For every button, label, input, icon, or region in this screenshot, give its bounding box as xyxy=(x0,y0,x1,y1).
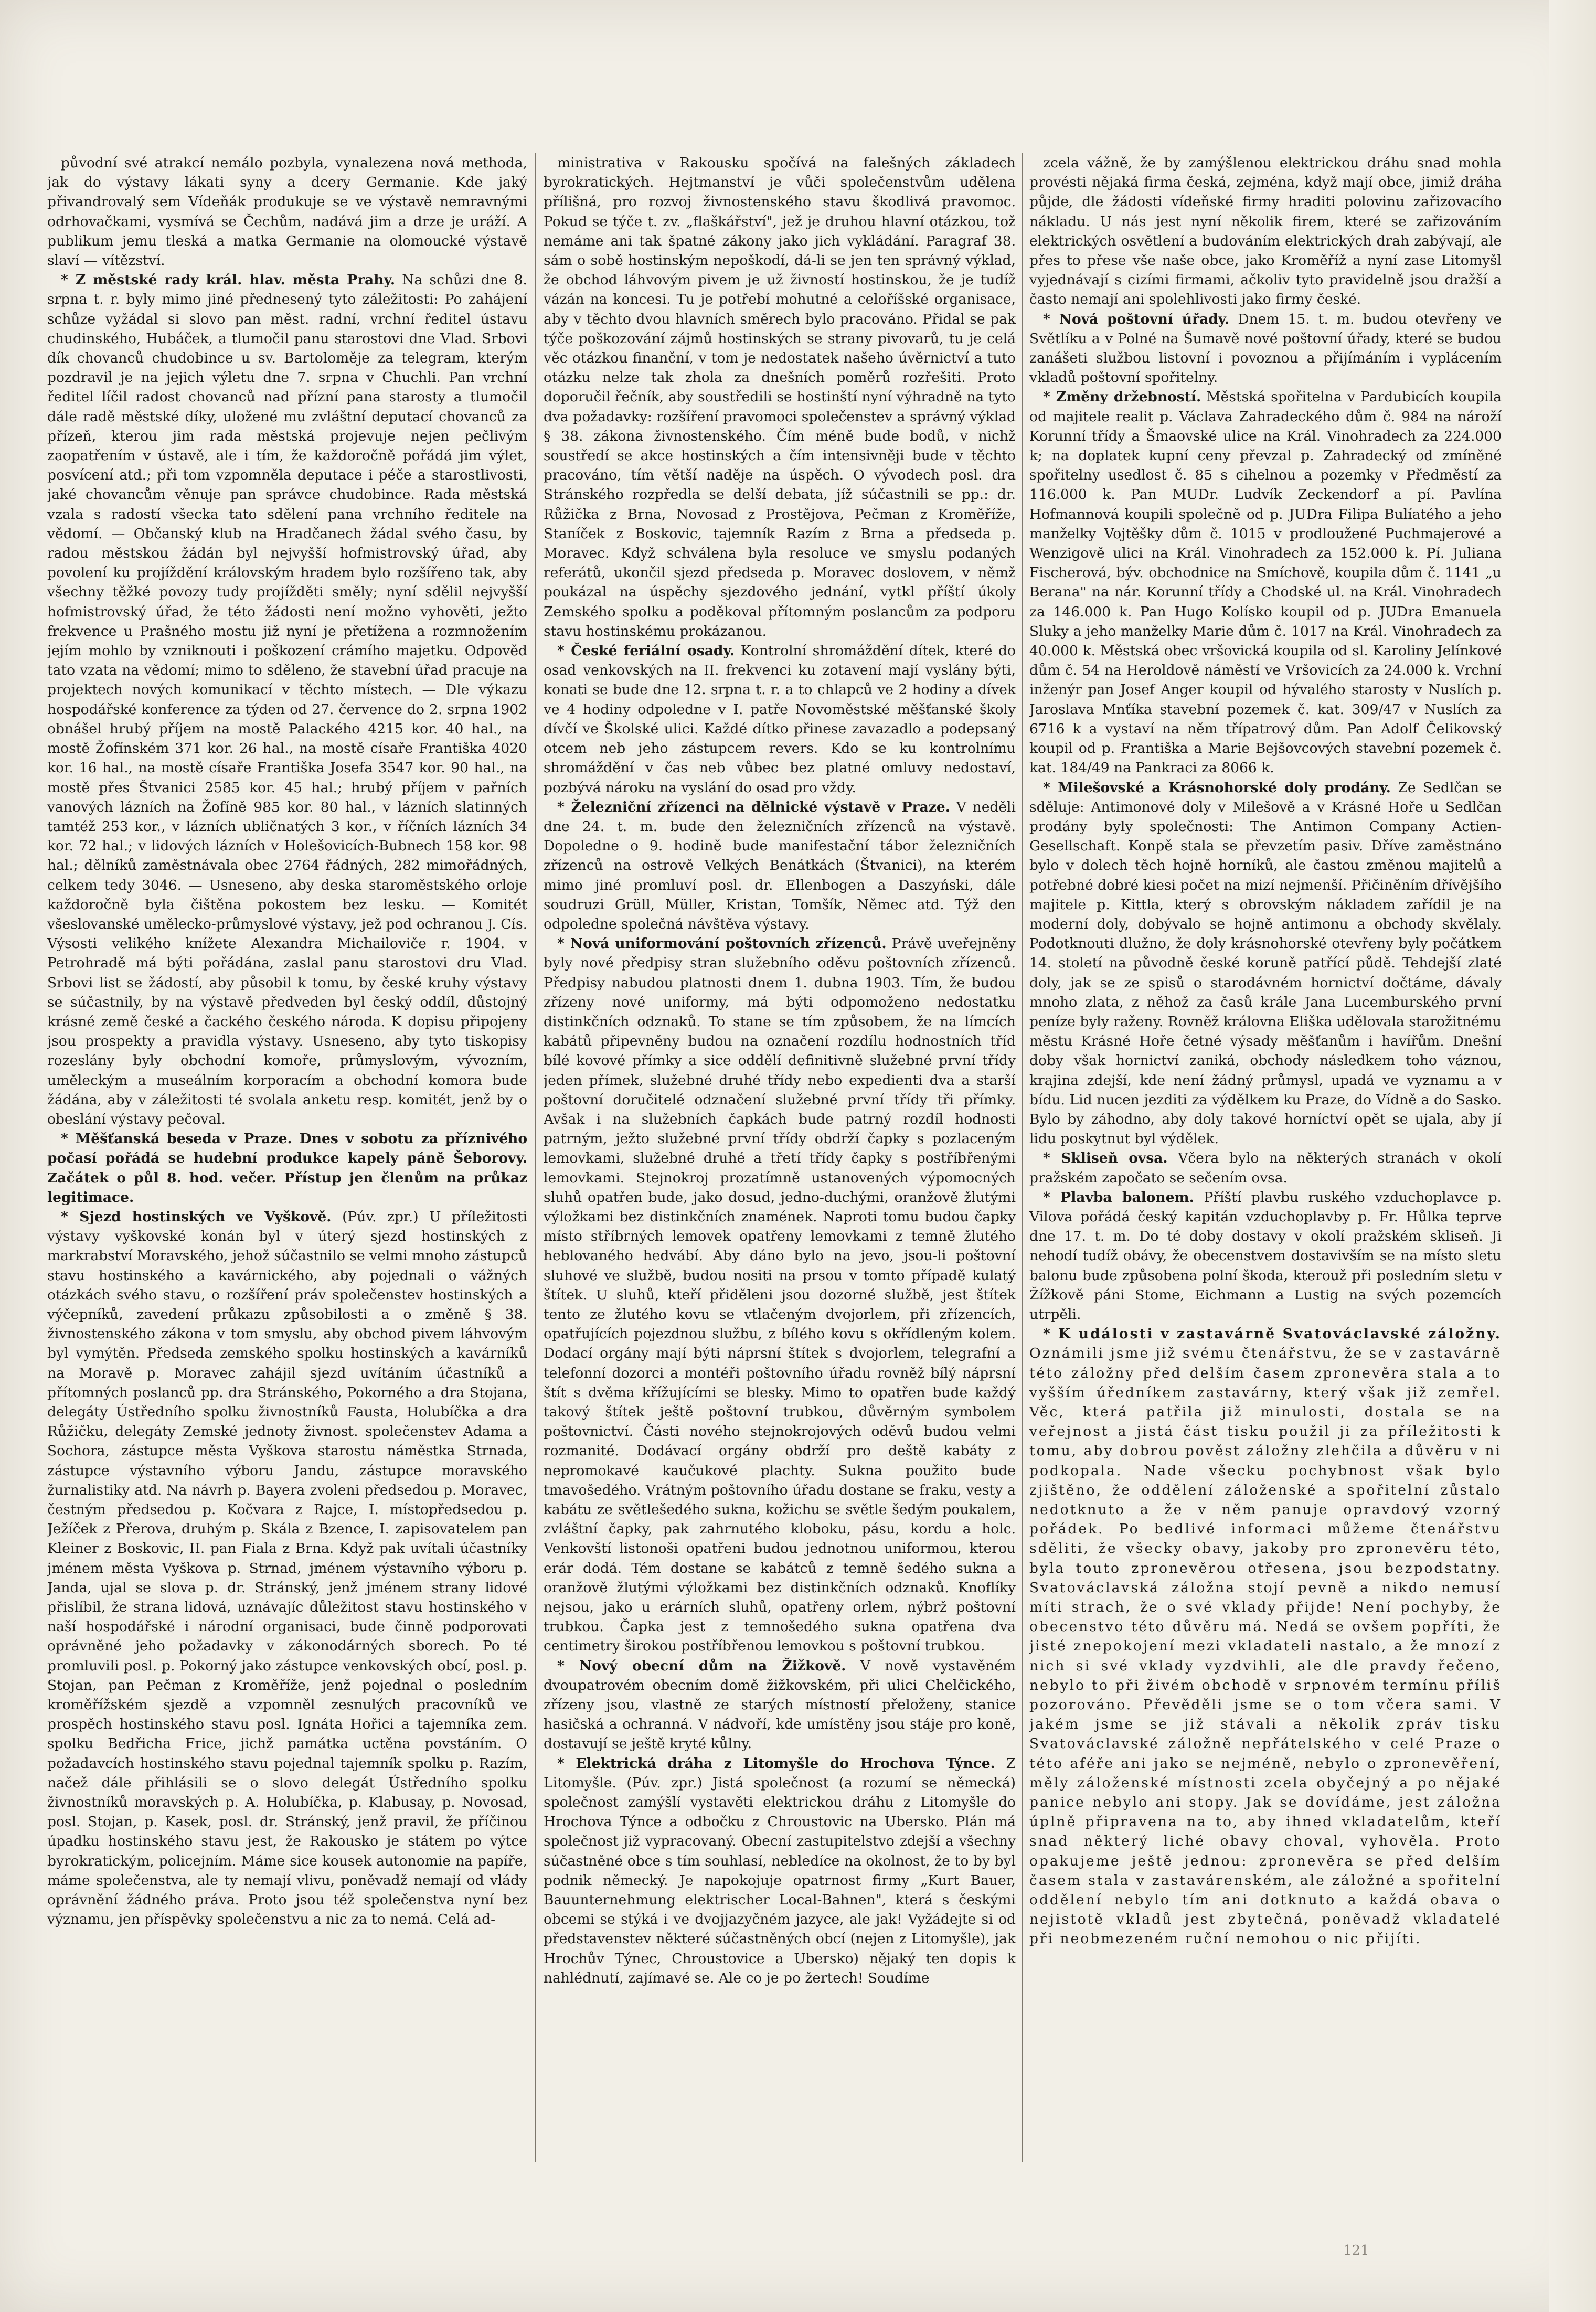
article-paragraph xyxy=(544,797,1016,934)
article-body-text: ministrativa v Rakousku spočívá na falešných základech byrokratických. Hejtmanství je vůči společenstvům udělena přílišná, pro rozvoj živnostenského stavu škodlivá pravomoc. Pokud se týče t. zv. „flaškářství", jež je druhou hlavní otázkou, tož nemáme ani tak špatné zákony jako jich vykládání. Paragraf 38. sám o sobě hostinským nepoškodí, dá-li se jen ten správný výklad, že obchod láhvovým pivem je už živností hostinskou, že je tudíž vázán na koncesi. Tu je potřebí mohutné a celoříšské organisace, aby v těchto dvou hlavních směrech bylo pracováno. Přidal se pak týče poškozování zájmů hostinských se strany pivovarů, tu je celá věc otázkou finanční, v tom je nedostatek našeho úvěrnictví a tuto otázku nelze tak zhola za dnešních poměrů rozřešiti. Proto doporučil řečník, aby soustředili se hostinští nyní výhradně na tyto dva požadavky: rozšíření pravomoci společenstev a správný výklad § 38. zákona živnostenského. Čím méně bude bodů, v nichž soustředí se akce hostinských a čím intensivněji bude v těchto pracováno, tím větší naděje na úspěch. O vývodech posl. dra Stránského rozpředla se delší debata, jíž súčastnili se pp.: dr. Růžička z Brna, Novosad z Prostějova, Pečman z Kroměříže, Staníček z Boskovic, tajemník Razím z Brna a předseda p. Moravec. Když schválena byla resoluce ve smyslu podaných referátů, ukončil sjezd předseda p. Moravec doslovem, v němž poukázal na úspěchy sjezdového jednání, vytkl příští úkoly Zemského spolku a poděkoval přítomným poslancům za podporu stavu hostinskému prokázanou. xyxy=(544,155,1016,640)
article-paragraph xyxy=(47,1207,527,1930)
text-column-1 xyxy=(47,153,527,2170)
article-body-text: V nově vystavěném dvoupatrovém obecním domě žižkovském, při ulici Chelčického, zřízeny jsou, vlastně ze starých místností přeloženy, stanice hasičská a ochranná. V nádvoří, kde umístěny jsou stáje pro koně, dostavují se ještě kryté kůlny. xyxy=(544,1657,1016,1752)
article-heading: * Nový obecní dům na Žižkově. xyxy=(557,1657,846,1674)
article-heading: * Nová uniformování poštovních zřízenců. xyxy=(557,935,887,952)
article-heading: * Sjezd hostinských ve Vyškově. xyxy=(61,1208,332,1225)
text-column-3 xyxy=(1029,153,1502,2170)
article-heading: * Plavba balonem. xyxy=(1043,1189,1194,1206)
article-body-text: zcela vážně, že by zamýšlenou elektrickou dráhu snad mohla provésti nějaká firma česká, zejména, když mají obce, jimiž dráha půjde, dle žádosti vídeňské firmy hraditi polovinu zařizovacího nákladu. U nás jest nyní několik firem, které se zařizováním elektrických osvětlení a budováním elektrických drah zabývají, ale přes to přese vše naše obce, jako Kroměříž a nyní zase Litomyšl vyjednávají s cizími firmami, ačkoliv tyto pravidelně jsou dražší a často nemají ani spolehlivosti jako firmy české. xyxy=(1029,155,1502,308)
article-heading: * Měšťanská beseda v Praze. xyxy=(61,1131,292,1147)
article-heading: * K události v zastavárně Svatováclavské záložny. xyxy=(1043,1326,1502,1343)
column-divider-1 xyxy=(535,153,536,2162)
article-body-text: Příští plavbu ruského vzduchoplavce p. Vilova pořádá český kapitán vzduchoplavby p. Fr. Hůlka teprve dne 17. t. m. Do té doby dostavy v okolí pražském skliseň. Ji nehodí tudíž obávy, že obecenstvem dostavivším se na místo sletu balonu bude způsobena polní škoda, kterouž při posledním sletu v Žížkově páni Stome, Eichmann a Lustig na svých pozemcích utrpěli. xyxy=(1029,1189,1502,1323)
article-body-text: Včera bylo na některých stranách v okolí pražském započato se sečením ovsa. xyxy=(1029,1150,1502,1186)
article-paragraph xyxy=(1029,387,1502,777)
article-paragraph xyxy=(47,270,527,1129)
article-heading: * České feriální osady. xyxy=(557,643,735,659)
article-paragraph xyxy=(1029,1324,1502,1949)
article-body-text: Z Litomyšle. (Púv. zpr.) Jistá společnost (a rozumí se německá) společnost zamýšlí vystavěti elektrickou dráhu z Litomyšle do Hrochova Týnce a odbočku z Chroustovic na Ubersko. Plán má společnost již vypracovaný. Obecní zastupitelstvo zdejší a všechny súčastněné obce s tím souhlasí, nebledíce na okolnost, že to by byl podnik německý. Je napokojuje opatrnost firmy „Kurt Bauer, Bauunternehmung elektrischer Local-Bahnen", která s českými obcemi se stýká i ve dvojjazyčném jazyce, ale jak! Vyžádejte si od představenstev některé súčastněných obcí (nejen z Litomyšle), jak Hrochův Týnec, Chroustovice a Ubersko) nějaký ten dopis k nahlédnutí, zajímavé se. Ale co je po žertech! Soudíme xyxy=(544,1755,1016,1986)
article-heading: * Železniční zřízenci na dělnické výstavě v Praze. xyxy=(557,798,950,815)
article-heading: * Z městské rady král. hlav. města Prahy. xyxy=(61,272,396,289)
article-body-text: Ze Sedlčan se sděluje: Antimonové doly v Milešově a v Krásné Hoře u Sedlčan prodány byly společnosti: The Antimon Company Actien-Gesellschaft. Konpě stala se převzetím pasiv. Dříve zaměstnáno bylo v dolech těch hojně horníků, ale častou změnou majitelů a potřebné dobré kiesi počet na mizí nejmenší. Přičiněním dřívějšího majitele p. Kittla, který s obrovským nákladem zařídil je na moderní doly, dobývalo se hojně antimonu a obchody skvělaly. Podotknouti dlužno, že doly krásnohorské otevřeny byly počátkem 14. století na původně české koruně patřící půdě. Tehdejší zlaté doly, jak se ze spisů o starodávném hornictví dočtáme, dávaly mnoho zlata, z něhož za časů krále Jana Lucemburského první peníze byly raženy. Rovněž královna Eliška udělovala starožitnému městu Krásné Hoře četné výsady měšťanům i havířům. Dnešní doby však hornictví zaniká, obchody následkem toho váznou, krajina zdejší, kde není žádný průmysl, upadá ve vyznamu a v bídu. Lid nucen jezditi za výdělkem ku Praze, do Vídně a do Sasko. Bylo by záhodno, aby doly takové horníctví opět se ujala, aby jí lidu poskytnut byl výdělek. xyxy=(1029,779,1502,1147)
article-paragraph xyxy=(1029,778,1502,1149)
article-paragraph xyxy=(47,153,527,270)
text-column-2 xyxy=(544,153,1016,2170)
article-paragraph xyxy=(544,153,1016,641)
article-body-text: Městská spořitelna v Pardubicích koupila od majitele realit p. Václava Zahradeckého dům č. 984 na nároží Korunní třídy a Šmaovské ulice na Král. Vinohradech za 224.000 k; na doplatek kupní ceny převzal p. Zahradecký od zmíněné spořitelny usedlost č. 85 s cihelnou a pozemky v Předměstí za 116.000 k. Pan MUDr. Ludvík Zeckendorf a pí. Pavlína Hofmannová koupili společně od p. JUDra Filipa Bulíatého a jeho manželky Vojtěšky dům č. 1015 v prodloužené Puchmajerové a Wenzigově ulici na Král. Vinohradech za 152.000 k. Pí. Juliana Fischerová, býv. obchodnice na Smíchově, koupila dům č. 1141 „u Berana" na nár. Korunní třídy a Chodské ul. na Král. Vinohradech za 146.000 k. Pan Hugo Kolísko koupil od p. JUDra Emanuela Sluky a jeho manželky Marie dům č. 1017 na Král. Vinohradech za 40.000 k. Městská obec vršovická koupila od sl. Karoliny Jelínkové dům č. 54 na Heroldově náměstí ve Vršovicích za 24.000 k. Vrchní inženýr pan Josef Anger koupil od hývalého starosty v Nuslích p. Jaroslava Mnťíka stavební pozemek č. kat. 309/47 v Nuslích za 6716 k a vystaví na něm třípatrový dům. Pan Adolf Čelikovský koupil od p. Františka a Marie Bejšovcových stavební pozemek č. kat. 184/49 na Pankraci za 8066 k. xyxy=(1029,389,1502,776)
article-heading: * Změny držebností. xyxy=(1043,389,1201,406)
article-body-text: Oznámili jsme již svému čtenářstvu, že se v zastavárně této záložny před delším časem zpronevěra stala a to vyšším úředníkem zastavárny, který však již zemřel. Věc, která patřila již minulosti, dostala se na veřejnost a jistá část tisku použil ji za příležitosti k tomu, aby dobrou pověst záložny zlehčila a důvěru v ni podkopala. Nade všecku pochybnost však bylo zjištěno, že oddělení záloženské a spořitelní zůstalo nedotknuto a že v něm panuje opravdový vzorný pořádek. Po bedlivé informaci můžeme čtenářstvu sděliti, že všecky obavy, jakoby pro zpronevěru této, byla touto zpronevěrou otřesena, jsou bezpodstatny. Svatováclavská záložna stojí pevně a nikdo nemusí míti strach, že o své vklady přijde! Není pochyby, že obecenstvo této důvěru má. Nedá se ovšem popříti, že jisté znepokojení mezi vkladateli nastalo, a že mnozí z nich si své vklady vyzdvihli, ale dle pravdy řečeno, nebylo to při živém obchodě v srpnovém termínu příliš pozorováno. Převěděli jsme se o tom včera sami. V jakém jsme se již stávali a několik zpráv tisku Svatováclavské záložně nepřátelského v celé Praze o této aféře ani jako se nejméně, nebylo o zpronevěření, měly záloženské místnosti zcela obyčejný a po nějaké panice nebylo ani stopy. Jak se dovídáme, jest záložna úplně připravena na to, aby ihned vkladatelům, kteří snad některý liché obavy choval, vyhověla. Proto opakujeme ještě jednou: zpronevěra se před delším časem stala v zastavárenském, ale záložné a spořitelní oddělení nebylo tím ani dotknuto a každá obava o nejistotě vkladů jest zbytečná, poněvadž vkladatelé při neobmezeném ruční nemohou o nic přijíti. xyxy=(1029,1345,1502,1947)
article-body-text: V neděli dne 24. t. m. bude den železničních zřízenců na výstavě. Dopoledne o 9. hodině bude manifestační tábor železničních zřízenců na ostrově Velkých Benátkách (Štvanici), na kterém mimo jiné promluví posl. dr. Ellenbogen a Daszyński, dále soudruzi Grüll, Müller, Kristan, Tomšík, Němec atd. Týž den odpoledne společná návštěva výstavy. xyxy=(544,798,1016,932)
scan-edge-shading xyxy=(1549,0,1596,2312)
article-paragraph xyxy=(1029,1188,1502,1324)
article-body-text: Dnes v sobotu za příznivého počasí pořádá se hudební produkce kapely páně Šeborovy. Začátek o půl 8. hod. večer. Přístup jen členům na průkaz legitimace. xyxy=(47,1131,527,1206)
article-body-text: původní své atrakcí nemálo pozbyla, vynalezena nová methoda, jak do výstavy lákati syny a dcery Germanie. Kde jaký přivandrovalý sem Vídeňák produkuje se ve výstavě nemravnými odrhovačkami, vysmívá se Čechům, nadává jim a drze je uráží. A publikum jemu tleská a matka Germanie na olomoucké výstavě slaví — vítězství. xyxy=(47,155,527,269)
article-paragraph xyxy=(544,1754,1016,1988)
page-folio: 121 xyxy=(1343,2243,1369,2258)
article-paragraph xyxy=(1029,1148,1502,1187)
article-heading: * Elektrická dráha z Litomyšle do Hrochova Týnce. xyxy=(557,1755,995,1772)
article-paragraph xyxy=(544,641,1016,797)
article-heading: * Milešovské a Krásnohorské doly prodány. xyxy=(1043,779,1391,796)
article-paragraph xyxy=(544,1656,1016,1754)
article-paragraph xyxy=(544,934,1016,1656)
article-body-text: Na schůzi dne 8. srpna t. r. byly mimo jiné přednesený tyto záležitosti: Po zahájení schůze vyžádal si slovo pan měst. radní, vrchní ředitel ústavu chudinského, Hubáček, a tlumočil panu starostovi dne Vlad. Srbovi dík chovanců chudobince u sv. Bartoloměje za telegram, kterým pozdravil je na jejich výletu dne 7. srpna v Chuchli. Pan vrchní ředitel líčil radost chovanců nad přízní pana starosty a tlumočil dále radě městské díky, uložené mu zvláštní deputací chovanců za přízeň, kterou jim rada městská projevuje nejen pečlivým zaopatřením v ústavě, ale i tím, že každoročně pořádá jim výlet, posvícení atd.; při tom vzpomněla deputace i péče a starostlivosti, jaké chovancům věnuje pan správce chudobince. Rada městská vzala s radostí všecka tato sdělení pana vrchního ředitele na vědomí. — Občanský klub na Hradčanech žádal svého času, by radou městskou žádán byl nejvyšší hofmistrovský úřad, aby povolení ku projíždění královským hradem bylo rozšířeno tak, aby všechny těžké povozy tudy projížděti směly; nyní sdělil nejvyšší hofmistrovský úřad, že této žádosti není možno vyhověti, ježto frekvence u Prašného mostu již nyní je přetížena a rozmnožením jejím mohlo by vzniknouti i poškození crámího majetku. Odpověď tato vzata na vědomí; mimo to sděleno, že stavební úřad pracuje na projektech nových komunikací v těchto místech. — Dle výkazu hospodářské konference za týden od 27. července do 2. srpna 1902 obnášel hrubý příjem na mostě Palackého 4215 kor. 40 hal., na mostě Žofínském 371 kor. 26 hal., na mostě císaře Františka 4020 kor. 16 hal., na mostě císaře Františka Josefa 3547 kor. 90 hal., na mostě přes Štvanici 2585 kor. 45 hal.; hrubý příjem v pařních vanových lázních na Žofíně 985 kor. 80 hal., v lázních slatinných tamtéž 253 kor., v lázních ubličnatých 3 kor., v říčních lázních 34 kor. 72 hal.; v lidových lázních v Holešovicích-Bubnech 158 kor. 98 hal.; dělníků zaměstnávala obec 2764 řádných, 282 mimořádných, celkem tedy 3046. — Usneseno, aby deska staroměstského orloje každoročně byla čištěna pokostem bez lesku. — Komitét všeslovanské umělecko-průmyslové výstavy, jež pod ochranou J. Cís. Výsosti velikého knížete Alexandra Michailoviče r. 1904. v Petrohradě má býti pořádána, zaslal panu starostovi dru Vlad. Srbovi list se žádostí, aby působil k tomu, by české kruhy výstavy se súčastnily, by na výstavě předveden byl český oddíl, důstojný krásné země české a čackého českého národa. K dopisu připojeny jsou prospekty a pravidla výstavy. Usneseno, aby tyto tiskopisy rozeslány byly obchodní komoře, průmyslovým, vývozním, uměleckým a museálním korporacím a obchodní komora bude žádána, aby v záležitosti té svolala anketu resp. komitét, jenž by o obeslání výstavy pečoval. xyxy=(47,272,527,1127)
article-body-text: (Púv. zpr.) U příležitosti výstavy vyškovské konán byl v úterý sjezd hostinských z markrabství Moravského, jehož súčastnilo se velmi mnoho zástupců stavu hostinského a kavárnického, aby pojednali o vážných otázkách svého stavu, o rozšíření práv společenstev hostinských a výčepníků, zavedení průkazu způsobilosti a o změně § 38. živnostenského zákona v tom smyslu, aby obchod pivem láhvovým byl vymýtěn. Předseda zemského spolku hostinských a kavárníků na Moravě p. Moravec zahájil sjezd uvítáním účastníků a přítomných poslanců pp. dra Stránského, Pokorného a dra Stojana, delegáty Ústředního spolku živnostníků Fausta, Holubíčka a dra Růžičku, delegáty Zemské jednoty živnost. společenstev Adama a Sochora, zástupce města Vyškova starostu náměstka Strnada, zástupce výstavního výboru Jandu, zástupce moravského žurnalistiky atd. Na návrh p. Bayera zvoleni předsedou p. Moravec, čestným předsedou p. Kočvara z Rajce, I. místopředsedou p. Ježíček z Přerova, druhým p. Skála z Bzence, I. zapisovatelem pan Kleiner z Boskovic, II. pan Fiala z Brna. Když pak uvítali účastníky jménem města Vyškova p. Strnad, jménem výstavního výboru p. Janda, ujal se slova p. dr. Stránský, jenž jménem strany lidové přislíbil, že strana lidová, uznávajíc důležitost stavu hostinského v naší hospodářské i národní organisaci, bude činně podporovati oprávněné jeho požadavky v zákonodárných sborech. Po té promluvili posl. p. Pokorný jako zástupce venkovských obcí, posl. p. Stojan, pan Pečman z Kroměříže, jenž pojednal o posledním kroměřížském sjezdě a vzpomněl zesnulých pracovníků ve prospěch hostinského stavu posl. Ignáta Hořici a tajemníka zem. spolku Bedřicha Frice, jichž památka uctěna povstáním. O požadavcích hostinského stavu pojednal tajemník spolku p. Razím, načež dále přihlásili se o slovo delegát Ústředního spolku živnostníků moravských p. A. Holubíčka, p. Klabusay, p. Novosad, posl. Stojan, p. Kasek, posl. dr. Stránský, jenž pravil, že příčinou úpadku hostinského stavu jest, že Rakousko je státem po výtce byrokratickým, policejním. Máme sice kousek autonomie na papíře, máme společenstva, ale ty nemají vlivu, poněvadž nemají od vlády oprávnění žádného práva. Proto jsou též společenstva nyní bez významu, jen příspěvky společenstvu a nic za to nemá. Celá ad- xyxy=(47,1208,527,1928)
article-body-text: Kontrolní shromáždění dítek, které do osad venkovských na II. frekvenci ku zotavení mají vyslány býti, konati se bude dne 12. srpna t. r. a to chlapců ve 2 hodiny a dívek ve 4 hodiny odpoledne v I. patře Novoměstské měšťanské školy dívčí ve Školské ulici. Každé dítko přinese zavazadlo a podepsaný otcem neb jeho zástupcem revers. Kdo se ku kontrolnímu shromáždění v čas neb vůbec bez platné omluvy nedostaví, pozbývá nároku na vyslání do osad pro vždy. xyxy=(544,643,1016,796)
article-paragraph xyxy=(1029,153,1502,310)
article-paragraph xyxy=(1029,310,1502,388)
article-body-text: Dnem 15. t. m. budou otevřeny ve Světlíku a v Polné na Šumavě nové poštovní úřady, které se budou zanášeti službou listovní i povoznou a přijímáním i vyplácením vkladů poštovní spořitelny. xyxy=(1029,311,1502,386)
column-divider-2 xyxy=(1022,153,1023,2162)
article-paragraph xyxy=(47,1129,527,1207)
article-body-text: Právě uveřejněny byly nové předpisy stran služebního oděvu poštovních zřízenců. Předpisy nabudou platnosti dnem 1. dubna 1903. Tím, že budou zřízeny nové uniformy, má býti odpomoženo nedostatku distinkčních odznaků. To stane se tím způsobem, že na límcích kabátů připevněny budou na označení rozdílu hodnostních tříd bílé kovové přímky a sice oddělí definitivně služebné první třídy jeden přímek, služebné druhé třídy nebo expedienti dva a starší poštovní doručitelé odznačení služebné první třídy tři přímky. Avšak i na služebních čapkách bude patrný rozdíl hodnosti patrným, ježto služebné první třídy obdrží čapky s pozlaceným lemovkami, služebné druhé a třetí třídy čapky s postříbřenými lemovkami. Stejnokroj prozatímně ustanovených výpomocných sluhů opatřen bude, jako dosud, jedno-duchými, oranžově žlutými výložkami bez distinkčních znamének. Naproti tomu budou čapky místo stříbrných lemovek opatřeny lemovkami z temně žlutého heblovaného hedvábí. Aby dáno bylo na jevo, jsou-li poštovní sluhové ve službě, budou nositi na prsou v tomto případě kulatý štítek. U sluhů, kteří přiděleni jsou dozorné službě, jest štítek tento ze žlutého kovu se vtlačeným dvojorlem, při zřízencích, opatřujících pojezdnou službu, z bílého kovu s okřídleným kolem. Dodací orgány mají býti náprsní štítek s dvojorlem, telegrafní a telefonní dozorci a montéři poštovního úřadu rovněž bílý náprsní štít s dvěma křížujícími se blesky. Mimo to opatřen bude každý takový štítek ještě poštovní trubkou, důvěrným symbolem poštovnictví. Části nového stejnokrojových oděvů budou velmi rozmanité. Dodávací orgány obdrží pro deště kabáty z nepromokavé kaučukové plachty. Sukna použito bude tmavošedého. Vrátným poštovního úřadu dostane se fraku, vesty a kabátu ze světlešedého sukna, kožichu se světle šedým poukalem, zvláštní čapky, pak zahrnutého kloboku, pásu, kordu a holc. Venkovští listonoši opatřeni budou jednotnou uniformou, kterou erár dodá. Tém dostane se kabátců z temně šedého sukna a oranžově žlutými výložkami bez distinkčních odznaků. Knoflíky nejsou, jako u erárních sluhů, opatřeny orlem, nýbrž poštovní trubkou. Čapka jest z temnošedého sukna opatřena dva centimetry širokou postříbřenou lemovkou s poštovní trubkou. xyxy=(544,935,1016,1655)
article-heading: * Skliseň ovsa. xyxy=(1043,1150,1168,1167)
article-heading: * Nová poštovní úřady. xyxy=(1043,311,1230,327)
